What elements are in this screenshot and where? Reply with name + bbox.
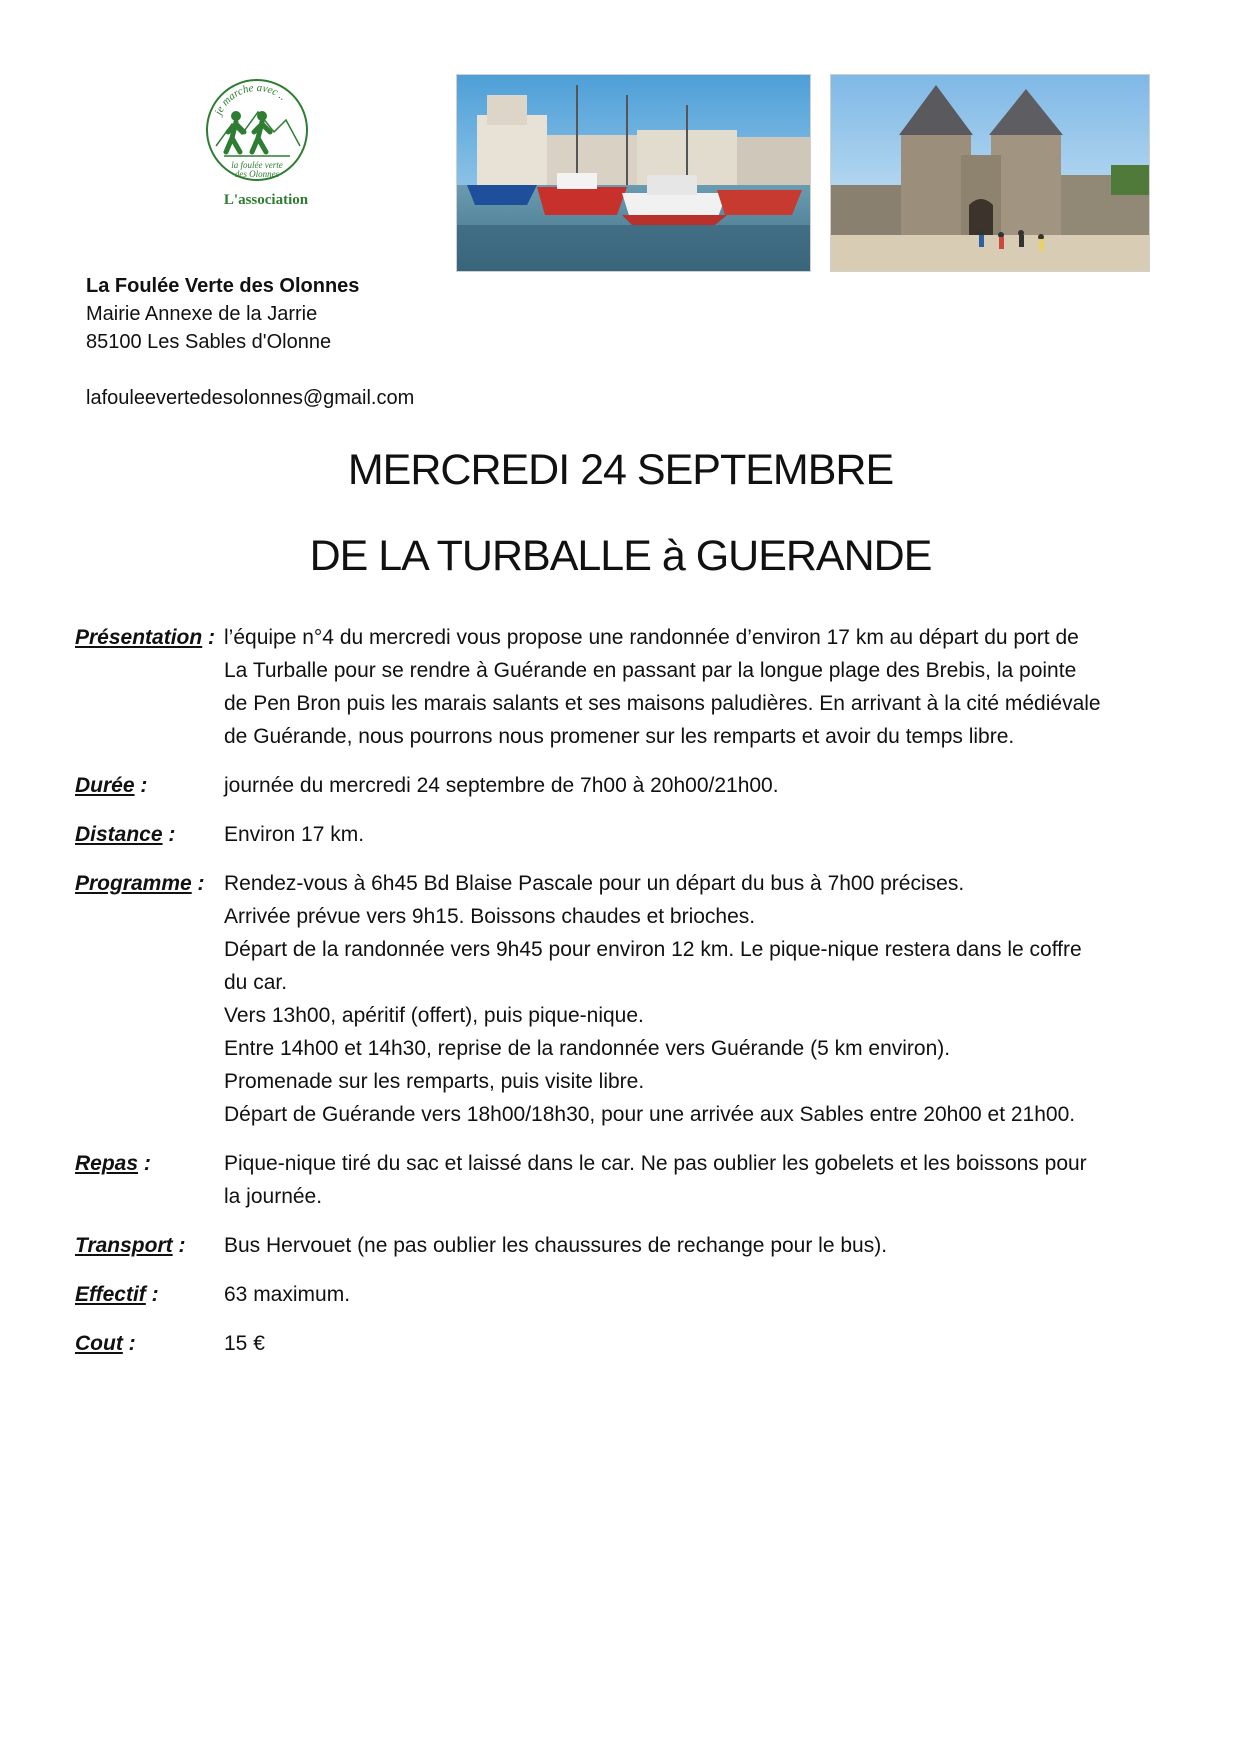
section-label: Distance bbox=[75, 823, 163, 846]
section-duree: Durée : journée du mercredi 24 septembre de 7h00 à 20h00/21h00. bbox=[75, 769, 1175, 802]
section-presentation: Présentation : l’équipe n°4 du mercredi vous propose une randonnée d’environ 17 km au départ du port de La Turballe pour se rendre à Guérande en passant par la longue plage des Brebis, la pointe de Pen Bron puis les marais salants et ses maisons paludières. En arrivant à la cité médiévale de Guérande, nous pourrons nous promener sur les remparts et avoir du temps libre. bbox=[75, 621, 1175, 753]
section-cout: Cout : 15 € bbox=[75, 1327, 1175, 1360]
contact-email[interactable]: lafouleevertedesolonnes@gmail.com bbox=[86, 387, 415, 409]
sender-address bbox=[86, 272, 414, 412]
address-line-1: Mairie Annexe de la Jarrie bbox=[86, 303, 318, 325]
section-distance: Distance : Environ 17 km. bbox=[75, 818, 1175, 851]
section-label: Présentation bbox=[75, 626, 203, 649]
section-label: Repas bbox=[75, 1152, 139, 1175]
organization-name: La Foulée Verte des Olonnes bbox=[86, 275, 360, 297]
section-label: Programme bbox=[75, 872, 192, 895]
section-value: 63 maximum. bbox=[224, 1283, 351, 1306]
section-value: 15 € bbox=[224, 1332, 265, 1355]
section-value: Environ 17 km. bbox=[224, 823, 365, 846]
section-programme: Programme : Rendez-vous à 6h45 Bd Blaise Pascale pour un départ du bus à 7h00 précises. Arrivée prévue vers 9h15. Boissons chaudes et brioches. Départ de la randonnée vers 9h45 pour environ 12 km. Le pique-nique restera dans le coffre du car. Vers 13h00, apéritif (offert), puis pique-nique. Entre 14h00 et 14h30, reprise de la randonnée vers Guérande (5 km environ). Promenade sur les remparts, puis visite libre. Départ de Guérande vers 18h00/18h30, pour une arrivée aux Sables entre 20h00 et 21h00. bbox=[75, 867, 1175, 1131]
section-effectif: Effectif : 63 maximum. bbox=[75, 1278, 1175, 1311]
section-label: Transport bbox=[75, 1234, 173, 1257]
logo-inner-text-1: la foulée verte bbox=[231, 160, 283, 170]
section-value: Pique-nique tiré du sac et laissé dans le car. Ne pas oublier les gobelets et les boissons pour la journée. bbox=[224, 1152, 1087, 1208]
section-label: Effectif bbox=[75, 1283, 146, 1306]
address-line-2: 85100 Les Sables d'Olonne bbox=[86, 331, 332, 353]
event-date-title: MERCREDI 24 SEPTEMBRE bbox=[347, 446, 894, 494]
event-route-title: DE LA TURBALLE à GUERANDE bbox=[309, 532, 932, 580]
section-value: Bus Hervouet (ne pas oublier les chaussures de rechange pour le bus). bbox=[224, 1234, 888, 1257]
section-value: l’équipe n°4 du mercredi vous propose une randonnée d’environ 17 km au départ du port de La Turballe pour se rendre à Guérande en passant par la longue plage des Brebis, la pointe de Pen Bron puis les marais salants et ses maisons paludières. En arrivant à la cité médiévale de Guérande, nous pourrons nous promener sur les remparts et avoir du temps libre. bbox=[224, 626, 1101, 748]
section-transport: Transport : Bus Hervouet (ne pas oublier les chaussures de rechange pour le bus). bbox=[75, 1229, 1175, 1262]
event-details bbox=[75, 621, 1175, 1376]
section-value: journée du mercredi 24 septembre de 7h00 à 20h00/21h00. bbox=[224, 774, 779, 797]
section-label: Cout bbox=[75, 1332, 123, 1355]
harbour-photo bbox=[456, 74, 811, 272]
section-value: Rendez-vous à 6h45 Bd Blaise Pascale pour un départ du bus à 7h00 précises. Arrivée prévue vers 9h15. Boissons chaudes et brioches. Départ de la randonnée vers 9h45 pour environ 12 km. Le pique-nique restera dans le coffre du car. Vers 13h00, apéritif (offert), puis pique-nique. Entre 14h00 et 14h30, reprise de la randonnée vers Guérande (5 km environ). Promenade sur les remparts, puis visite libre. Départ de Guérande vers 18h00/18h30, pour une arrivée aux Sables entre 20h00 et 21h00. bbox=[224, 872, 1082, 1126]
section-label: Durée bbox=[75, 774, 135, 797]
section-repas: Repas : Pique-nique tiré du sac et laissé dans le car. Ne pas oublier les gobelets et les boissons pour la journée. bbox=[75, 1147, 1175, 1213]
svg-text:je marche avec .. bbox=[212, 82, 289, 119]
logo-ring-text: je marche avec .. bbox=[212, 81, 289, 117]
castle-photo bbox=[830, 74, 1150, 272]
logo-caption: L'association bbox=[223, 192, 309, 208]
logo-inner-text-2: des Olonnes bbox=[234, 169, 280, 179]
